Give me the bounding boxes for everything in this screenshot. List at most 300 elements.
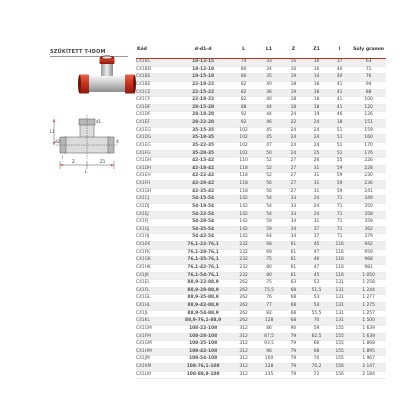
table-cell: 27 <box>282 173 305 181</box>
table-cell: 131 <box>328 310 351 318</box>
table-cell: 131 <box>328 280 351 288</box>
table-cell: 19 <box>305 112 328 120</box>
table-cell: 118 <box>231 188 256 196</box>
product-code-cell: C41LM <box>136 371 175 379</box>
column-header: L1 <box>256 43 281 59</box>
table-cell: 349 <box>351 196 386 204</box>
table-cell: 131 <box>328 303 351 311</box>
table-cell: 54 <box>256 196 281 204</box>
table-cell: 37 <box>305 226 328 234</box>
table-cell: 358 <box>351 211 386 219</box>
table-cell: 75,5 <box>256 287 281 295</box>
table-cell: 68 <box>282 295 305 303</box>
table-cell: 31 <box>305 219 328 227</box>
size-cell: 42-35-42 <box>175 188 231 196</box>
table-cell: 62,5 <box>305 333 328 341</box>
table-cell: 312 <box>231 325 256 333</box>
table-cell: 34 <box>282 234 305 242</box>
table-row <box>136 188 386 196</box>
table-cell: 1 639 <box>351 333 386 341</box>
table-cell: 72 <box>305 371 328 379</box>
table-cell: 44 <box>256 112 281 120</box>
table-cell: 54 <box>256 203 281 211</box>
product-code-cell: C41DJ <box>136 203 175 211</box>
table-cell: 116 <box>328 264 351 272</box>
table-cell: 116 <box>328 257 351 265</box>
product-code-cell: C41EJ <box>136 211 175 219</box>
table-cell: 68 <box>282 287 305 295</box>
table-cell: 25 <box>305 150 328 158</box>
table-row <box>136 112 386 120</box>
column-header: d-d1-d <box>175 43 231 59</box>
table-cell: 142 <box>231 234 256 242</box>
size-cell: 42-22-42 <box>175 173 231 181</box>
product-code-cell: C41GK <box>136 257 175 265</box>
size-cell: 22-18-22 <box>175 81 231 89</box>
product-code-cell: C41EG <box>136 127 175 135</box>
table-row <box>136 341 386 349</box>
table-cell: 77 <box>256 303 281 311</box>
table-cell: 24 <box>305 203 328 211</box>
table-cell: 1 277 <box>351 295 386 303</box>
table-cell: 102 <box>231 127 256 135</box>
table-cell: 53 <box>305 280 328 288</box>
table-cell: 18 <box>282 81 305 89</box>
size-cell: 28-22-28 <box>175 120 231 128</box>
table-cell: 18 <box>305 81 328 89</box>
table-cell: 18 <box>282 104 305 112</box>
table-row <box>136 120 386 128</box>
table-cell: 968 <box>351 257 386 265</box>
table-cell: 59 <box>256 219 281 227</box>
table-cell: 24 <box>305 196 328 204</box>
label-d: d <box>116 139 119 144</box>
table-cell: 33 <box>282 211 305 219</box>
table-cell: 16 <box>305 66 328 74</box>
column-header: l <box>328 43 351 59</box>
table-cell: 74 <box>231 59 256 67</box>
table-cell: 55,5 <box>305 310 328 318</box>
table-cell: 362 <box>351 226 386 234</box>
table-row <box>136 81 386 89</box>
size-cell: 88,9-76,1-88,9 <box>175 318 231 326</box>
table-row <box>136 203 386 211</box>
table-cell: 1 868 <box>351 341 386 349</box>
table-cell: 16 <box>305 59 328 67</box>
table-cell: 27 <box>282 165 305 173</box>
specification-table <box>136 43 386 379</box>
product-code-cell: C41EK <box>136 242 175 250</box>
table-cell: 159 <box>351 127 386 135</box>
table-cell: 142 <box>231 219 256 227</box>
size-cell: 76,1-42-76,1 <box>175 264 231 272</box>
table-cell: 128 <box>256 364 281 372</box>
table-cell: 80 <box>256 264 281 272</box>
label-L1: L1 <box>50 129 55 134</box>
table-cell: 59 <box>305 325 328 333</box>
table-row <box>136 211 386 219</box>
table-row <box>136 234 386 242</box>
size-cell: 54-22-54 <box>175 211 231 219</box>
table-cell: 24 <box>282 142 305 150</box>
size-cell: 42-28-42 <box>175 181 231 189</box>
table-cell: 262 <box>231 310 256 318</box>
table-cell: 155 <box>328 348 351 356</box>
table-cell: 80 <box>231 66 256 74</box>
table-cell: 155 <box>328 325 351 333</box>
table-cell: 116 <box>328 272 351 280</box>
table-row <box>136 333 386 341</box>
size-cell: 42-18-42 <box>175 165 231 173</box>
table-row <box>136 226 386 234</box>
table-cell: 79 <box>282 364 305 372</box>
size-cell: 35-22-35 <box>175 142 231 150</box>
table-row <box>136 318 386 326</box>
table-cell: 59 <box>328 165 351 173</box>
table-cell: 312 <box>231 371 256 379</box>
size-cell: 88,9-28-88,9 <box>175 287 231 295</box>
table-cell: 131 <box>328 318 351 326</box>
tee-fitting-image <box>78 55 136 103</box>
table-cell: 232 <box>231 242 256 250</box>
product-code-cell: C41GH <box>136 158 175 166</box>
table-cell: 45 <box>256 135 281 143</box>
table-cell: 2 184 <box>351 371 386 379</box>
table-row <box>136 249 386 257</box>
table-cell: 226 <box>351 158 386 166</box>
table-cell: 18 <box>328 120 351 128</box>
table-cell: 18 <box>282 97 305 105</box>
table-cell: 19 <box>282 74 305 82</box>
size-cell: 76,1-54-76,1 <box>175 272 231 280</box>
product-code-cell: C41GJ <box>136 226 175 234</box>
table-cell: 262 <box>231 280 256 288</box>
table-cell: 262 <box>231 295 256 303</box>
table-cell: 230 <box>351 173 386 181</box>
table-cell: 236 <box>351 181 386 189</box>
table-cell: 40 <box>328 74 351 82</box>
table-cell: 79 <box>282 333 305 341</box>
table-cell: 79 <box>282 348 305 356</box>
table-cell: 135 <box>256 371 281 379</box>
table-cell: 33 <box>256 59 281 67</box>
size-cell: 88,9-22-88,9 <box>175 280 231 288</box>
table-cell: 68 <box>256 242 281 250</box>
table-cell: 312 <box>231 364 256 372</box>
table-row <box>136 257 386 265</box>
product-code-cell: C41JL <box>136 310 175 318</box>
table-cell: 88 <box>351 89 386 97</box>
table-cell: 37 <box>328 59 351 67</box>
table-cell: 54 <box>256 211 281 219</box>
table-cell: 27 <box>282 158 305 166</box>
table-cell: 142 <box>231 211 256 219</box>
table-cell: 80 <box>231 74 256 82</box>
size-cell: 54-28-54 <box>175 219 231 227</box>
product-code-cell: C41GM <box>136 325 175 333</box>
table-cell: 51 <box>328 142 351 150</box>
table-cell: 59 <box>256 226 281 234</box>
table-row <box>136 66 386 74</box>
table-cell: 51,5 <box>305 287 328 295</box>
table-cell: 131 <box>328 287 351 295</box>
label-Z1: Z1 <box>100 159 106 164</box>
table-cell: 156 <box>328 364 351 372</box>
table-cell: 71 <box>351 66 386 74</box>
table-cell: 50 <box>256 150 281 158</box>
table-row <box>136 242 386 250</box>
table-cell: 70 <box>305 318 328 326</box>
table-cell: 45 <box>305 242 328 250</box>
table-cell: 70,2 <box>305 364 328 372</box>
table-cell: 14 <box>305 74 328 82</box>
table-cell: 44 <box>256 104 281 112</box>
product-code-cell: C41HK <box>136 264 175 272</box>
table-cell: 379 <box>351 234 386 242</box>
size-cell: 76,1-35-76,1 <box>175 257 231 265</box>
product-code-cell: C41FL <box>136 287 175 295</box>
table-cell: 142 <box>231 196 256 204</box>
product-code-cell: C41KM <box>136 364 175 372</box>
product-code-cell: C41GM <box>136 341 175 349</box>
table-cell: 31 <box>305 181 328 189</box>
table-cell: 100 <box>256 356 281 364</box>
table-cell: 79 <box>282 341 305 349</box>
table-cell: 110 <box>231 158 256 166</box>
table-cell: 160 <box>351 135 386 143</box>
table-cell: 71 <box>328 211 351 219</box>
size-cell: 108-76,1-108 <box>175 364 231 372</box>
table-cell: 142 <box>231 203 256 211</box>
table-row <box>136 371 386 379</box>
table-cell: 142 <box>231 226 256 234</box>
table-cell: 41 <box>328 89 351 97</box>
table-cell: 102 <box>231 142 256 150</box>
table-cell: 90 <box>282 325 305 333</box>
table-cell: 76 <box>256 295 281 303</box>
table-cell: 24 <box>305 135 328 143</box>
table-cell: 71 <box>328 203 351 211</box>
table-cell: 40 <box>256 97 281 105</box>
table-row <box>136 295 386 303</box>
table-cell: 942 <box>351 242 386 250</box>
table-cell: 71 <box>328 226 351 234</box>
table-row <box>136 196 386 204</box>
table-cell: 100 <box>351 97 386 105</box>
product-code-cell: C41KL <box>136 318 175 326</box>
table-cell: 61 <box>282 272 305 280</box>
product-code-cell: C41BE <box>136 74 175 82</box>
label-d2: d2 <box>55 139 61 144</box>
table-cell: 24 <box>282 135 305 143</box>
table-cell: 71 <box>328 219 351 227</box>
table-cell: 31 <box>305 165 328 173</box>
table-cell: 68 <box>282 303 305 311</box>
table-body <box>136 59 386 379</box>
table-cell: 55 <box>328 158 351 166</box>
product-code-cell: C41DH <box>136 165 175 173</box>
table-cell: 82 <box>231 97 256 105</box>
table-cell: 262 <box>231 287 256 295</box>
table-cell: 47 <box>305 264 328 272</box>
column-header: Z <box>282 43 305 59</box>
table-cell: 24 <box>305 142 328 150</box>
size-cell: 35-15-35 <box>175 127 231 135</box>
table-row <box>136 348 386 356</box>
size-cell: 108-42-108 <box>175 348 231 356</box>
table-cell: 1 244 <box>351 287 386 295</box>
table-cell: 118 <box>231 165 256 173</box>
table-cell: 56 <box>256 188 281 196</box>
table-cell: 1 895 <box>351 348 386 356</box>
product-code-cell: C41FH <box>136 181 175 189</box>
table-cell: 79 <box>282 371 305 379</box>
size-cell: 54-15-54 <box>175 196 231 204</box>
table-cell: 51 <box>328 150 351 158</box>
table-row <box>136 272 386 280</box>
table-row <box>136 280 386 288</box>
table-row <box>136 150 386 158</box>
table-cell: 66 <box>305 341 328 349</box>
table-cell: 24 <box>305 120 328 128</box>
size-cell: 35-28-35 <box>175 150 231 158</box>
table-cell: 75 <box>256 280 281 288</box>
table-cell: 82 <box>231 81 256 89</box>
table-cell: 46 <box>305 257 328 265</box>
table-cell: 19 <box>282 89 305 97</box>
table-cell: 262 <box>231 303 256 311</box>
table-cell: 131 <box>328 295 351 303</box>
table-row <box>136 310 386 318</box>
table-cell: 36 <box>256 89 281 97</box>
size-cell: 18-12-15 <box>175 59 231 67</box>
table-cell: 86 <box>256 325 281 333</box>
table-cell: 88 <box>231 104 256 112</box>
table-cell: 262 <box>231 318 256 326</box>
product-code-cell: C41CE <box>136 89 175 97</box>
table-cell: 2 147 <box>351 364 386 372</box>
product-code-cell: C41FM <box>136 333 175 341</box>
table-cell: 981 <box>351 264 386 272</box>
table-cell: 52 <box>256 158 281 166</box>
table-cell: 92 <box>231 112 256 120</box>
table-cell: 24 <box>282 150 305 158</box>
table-cell: 128 <box>256 318 281 326</box>
table-row <box>136 89 386 97</box>
table-cell: 116 <box>328 249 351 257</box>
size-cell: 22-18-22 <box>175 97 231 105</box>
table-cell: 24 <box>305 211 328 219</box>
table-cell: 176 <box>351 150 386 158</box>
table-cell: 71 <box>328 196 351 204</box>
table-cell: 68 <box>282 310 305 318</box>
table-row <box>136 127 386 135</box>
table-cell: 61 <box>282 264 305 272</box>
table-row <box>136 219 386 227</box>
table-cell: 47 <box>256 142 281 150</box>
size-cell: 108-54-108 <box>175 356 231 364</box>
size-cell: 22-15-22 <box>175 89 231 97</box>
size-cell: 54-42-54 <box>175 234 231 242</box>
table-cell: 40 <box>328 66 351 74</box>
table-cell: 155 <box>328 356 351 364</box>
table-cell: 232 <box>231 264 256 272</box>
table-cell: 126 <box>351 112 386 120</box>
table-cell: 87,5 <box>256 333 281 341</box>
table-cell: 53 <box>305 295 328 303</box>
size-cell: 88,9-35-88,9 <box>175 295 231 303</box>
size-cell: 108-22-108 <box>175 325 231 333</box>
table-cell: 120 <box>351 104 386 112</box>
table-cell: 155 <box>328 341 351 349</box>
table-cell: 18 <box>305 104 328 112</box>
size-cell: 28-18-28 <box>175 112 231 120</box>
table-cell: 34 <box>256 66 281 74</box>
table-row <box>136 158 386 166</box>
size-cell: 28-15-28 <box>175 104 231 112</box>
table-cell: 118 <box>231 173 256 181</box>
size-cell: 54-18-54 <box>175 203 231 211</box>
table-cell: 96 <box>256 348 281 356</box>
table-cell: 59 <box>328 181 351 189</box>
table-cell: 1 967 <box>351 356 386 364</box>
table-cell: 61 <box>282 257 305 265</box>
product-code-cell: C41EL <box>136 280 175 288</box>
table-cell: 93,5 <box>256 341 281 349</box>
table-row <box>136 74 386 82</box>
column-header: L <box>231 43 256 59</box>
table-cell: 59 <box>328 188 351 196</box>
table-cell: 63 <box>351 59 386 67</box>
product-code-cell: C41DF <box>136 112 175 120</box>
table-cell: 59 <box>328 173 351 181</box>
table-cell: 52 <box>256 173 281 181</box>
table-cell: 312 <box>231 348 256 356</box>
table-row <box>136 181 386 189</box>
table-row <box>136 142 386 150</box>
table-cell: 151 <box>351 120 386 128</box>
table-cell: 33 <box>282 196 305 204</box>
size-cell: 108-35-108 <box>175 341 231 349</box>
table-cell: 116 <box>328 242 351 250</box>
table-cell: 350 <box>351 203 386 211</box>
size-cell: 108-88,9-108 <box>175 371 231 379</box>
table-cell: 51 <box>328 127 351 135</box>
table-cell: 45 <box>305 272 328 280</box>
column-header: Z1 <box>305 43 328 59</box>
table-cell: 26 <box>305 158 328 166</box>
label-Z: Z <box>72 159 75 164</box>
product-code-cell: C41JM <box>136 356 175 364</box>
size-cell: 18-15-18 <box>175 74 231 82</box>
product-code-cell: C41EH <box>136 173 175 181</box>
table-cell: 16 <box>282 59 305 67</box>
table-cell: 94 <box>351 81 386 89</box>
table-cell: 118 <box>231 181 256 189</box>
size-cell: 42-15-42 <box>175 158 231 166</box>
size-cell: 76,1-28-76,1 <box>175 249 231 257</box>
product-code-cell: C41HL <box>136 303 175 311</box>
table-cell: 312 <box>231 341 256 349</box>
table-cell: 27 <box>282 181 305 189</box>
product-code-cell: C41BD <box>136 66 175 74</box>
column-header: Súly gramm <box>351 43 386 59</box>
table-cell: 1 275 <box>351 303 386 311</box>
label-d1: d1 <box>96 119 102 124</box>
table-cell: 18 <box>305 97 328 105</box>
table-row <box>136 325 386 333</box>
table-cell: 70 <box>305 356 328 364</box>
